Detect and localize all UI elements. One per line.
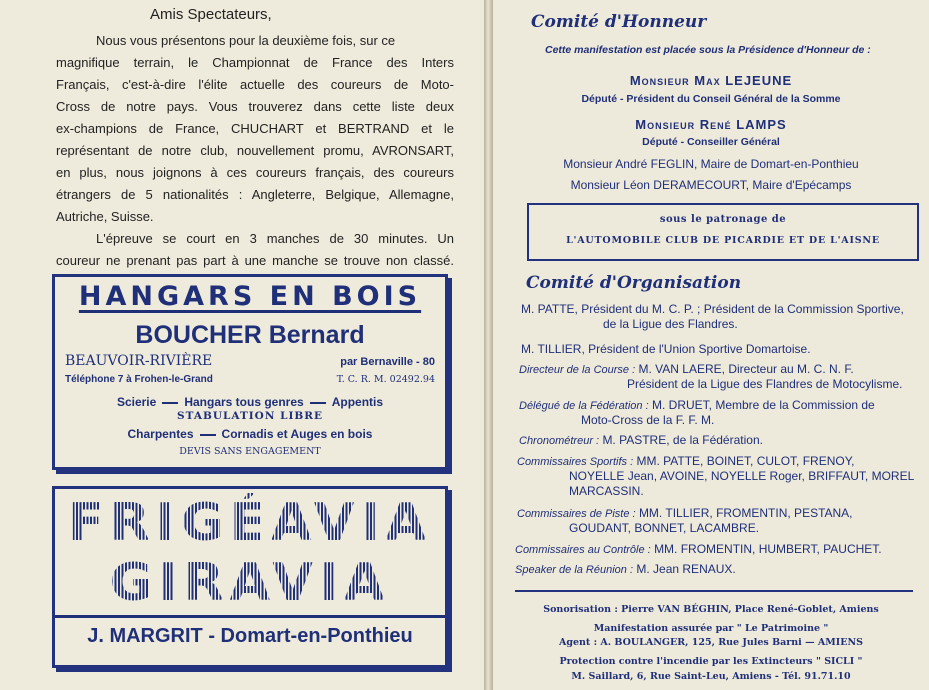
ad2-brand-frigeavia: FRIGÉAVIA — [55, 493, 445, 553]
org-entry-cont: Moto-Cross de la F. F. M. — [581, 413, 715, 427]
ad2-footer: J. MARGRIT - Domart-en-Ponthieu — [87, 625, 413, 647]
ad1-products-line — [55, 427, 445, 441]
ad1-stabulation: STABULATION LIBRE — [177, 410, 323, 422]
ad1-product: Hangars tous genres — [184, 395, 304, 409]
org-entry — [517, 506, 853, 520]
ad1-phone: Téléphone 7 à Frohen-le-Grand — [65, 374, 213, 385]
intro-line: Cross de notre pays. Vous trouverez dans cette liste deux — [56, 99, 454, 114]
footer-line: Agent : A. BOULANGER, 125, Rue Jules Barni — AMIENS — [558, 637, 864, 648]
org-entry — [515, 562, 736, 576]
person1-role: Député - Président du Conseil Général de la Somme — [581, 93, 841, 105]
intro-line: en plus, nous joignons à ces coureurs français, des coureurs — [56, 165, 454, 180]
footer-line: Manifestation assurée par " Le Patrimoine " — [593, 623, 829, 634]
ad1-via: par Bernaville - 80 — [340, 356, 435, 368]
footer-line: M. Saillard, 6, Rue Saint-Leu, Amiens - Tél. 91.71.10 — [571, 671, 851, 682]
org-label: Directeur de la Course : — [519, 364, 636, 376]
intro-line: Autriche, Suisse. — [56, 209, 154, 224]
org-entry — [517, 454, 855, 468]
ad1-product: Appentis — [331, 395, 384, 409]
intro-line: représentant de notre club, nouvellement promu, AVRONSART, — [56, 143, 454, 158]
org-entry-cont: Président de la Ligue des Flandres de Motocylisme. — [627, 377, 903, 391]
intro-line: ex-champions de France, CHUCHART et BERTRAND et le — [56, 121, 454, 136]
org-entry: M. PATTE, Président du M. C. P. ; Président de la Commission Sportive, — [521, 302, 904, 316]
person1-name: Monsieur Max LEJEUNE — [629, 73, 793, 88]
patronage-box — [527, 203, 919, 261]
org-label: Commissaires de Piste : — [517, 508, 636, 520]
patronage-line1: sous le patronage de — [659, 214, 787, 225]
ad1-product: Charpentes — [127, 427, 194, 441]
ad2-brand-giravia: GIRAVIA — [55, 553, 445, 613]
org-entry-cont: de la Ligue des Flandres. — [603, 317, 738, 331]
honneur-title: Comité d'Honneur — [531, 12, 707, 32]
org-value: MM. TILLIER, FROMENTIN, PESTANA, — [638, 506, 853, 520]
org-value: MM. FROMENTIN, HUMBERT, PAUCHET. — [654, 542, 882, 556]
person4: Monsieur Léon DERAMECOURT, Maire d'Epécamps — [570, 178, 852, 192]
org-label: Speaker de la Réunion : — [515, 564, 634, 576]
org-label: Commissaires au Contrôle : — [515, 544, 651, 556]
org-value: M. PASTRE, de la Fédération. — [602, 433, 763, 447]
ad1-name: BOUCHER Bernard — [135, 321, 365, 349]
greeting: Amis Spectateurs, — [150, 6, 272, 23]
org-label: Commissaires Sportifs : — [517, 456, 634, 468]
right-page — [493, 0, 929, 690]
org-value: MM. PATTE, BOINET, CULOT, FRENOY, — [636, 454, 855, 468]
ad-frigeavia — [52, 486, 448, 668]
intro-line: L'épreuve se court en 3 manches de 30 minutes. Un — [96, 231, 454, 246]
org-entry-cont: MARCASSIN. — [569, 484, 644, 498]
ad1-title: HANGARS EN BOIS — [78, 281, 422, 312]
org-value: M. DRUET, Membre de la Commission de — [652, 398, 875, 412]
ad2-divider — [55, 615, 445, 618]
footer-divider — [515, 590, 913, 592]
ad1-tcrm: T. C. R. M. 02492.94 — [336, 374, 435, 385]
intro-line: coureur ne prenant pas part à une manche se trouve non classé. — [56, 253, 454, 268]
org-entry — [515, 542, 882, 556]
footer-line: Sonorisation : Pierre VAN BÉGHIN, Place René-Goblet, Amiens — [543, 604, 879, 615]
ad1-product: Cornadis et Auges en bois — [221, 427, 373, 441]
footer-line: Protection contre l'incendie par les Extincteurs " SICLI " — [559, 656, 863, 667]
intro-line: Français, c'est-à-dire l'élite actuelle des coureurs de Moto- — [56, 77, 454, 92]
intro-line: étrangers de 5 nationalités : Angleterre, Belgique, Allemagne, — [56, 187, 454, 202]
intro-line: magnifique terrain, le Championnat de France des Inters — [56, 55, 454, 70]
ad1-devis: DEVIS SANS ENGAGEMENT — [179, 446, 321, 457]
intro-line: Nous vous présentons pour la deuxième fois, sur ce — [96, 33, 396, 48]
person2-name: Monsieur René LAMPS — [635, 117, 787, 132]
patronage-line2: L'AUTOMOBILE CLUB DE PICARDIE ET DE L'AISNE — [566, 235, 880, 246]
honneur-intro: Cette manifestation est placée sous la Présidence d'Honneur de : — [545, 44, 871, 56]
ad1-town: BEAUVOIR-RIVIÈRE — [65, 353, 213, 369]
org-label: Chronométreur : — [519, 435, 600, 447]
org-entry-cont: GOUDANT, BONNET, LACAMBRE. — [569, 521, 760, 535]
org-entry-cont: NOYELLE Jean, AVOINE, NOYELLE Roger, BRIFFAUT, MOREL — [569, 469, 915, 483]
organisation-title: Comité d'Organisation — [526, 273, 742, 293]
booklet-fold — [484, 0, 493, 690]
org-entry — [519, 362, 854, 376]
org-entry — [519, 433, 763, 447]
person3: Monsieur André FEGLIN, Maire de Domart-en-Ponthieu — [563, 157, 859, 171]
ad1-product: Scierie — [116, 395, 157, 409]
org-entry: M. TILLIER, Président de l'Union Sportive Domartoise. — [521, 342, 811, 356]
person2-role: Député - Conseiller Général — [642, 136, 780, 148]
org-entry — [519, 398, 875, 412]
org-value: M. VAN LAERE, Directeur au M. C. N. F. — [638, 362, 854, 376]
ad-hangars-en-bois — [52, 274, 448, 470]
ad1-products-line — [55, 395, 445, 409]
org-value: M. Jean RENAUX. — [636, 562, 736, 576]
org-label: Délégué de la Fédération : — [519, 400, 649, 412]
